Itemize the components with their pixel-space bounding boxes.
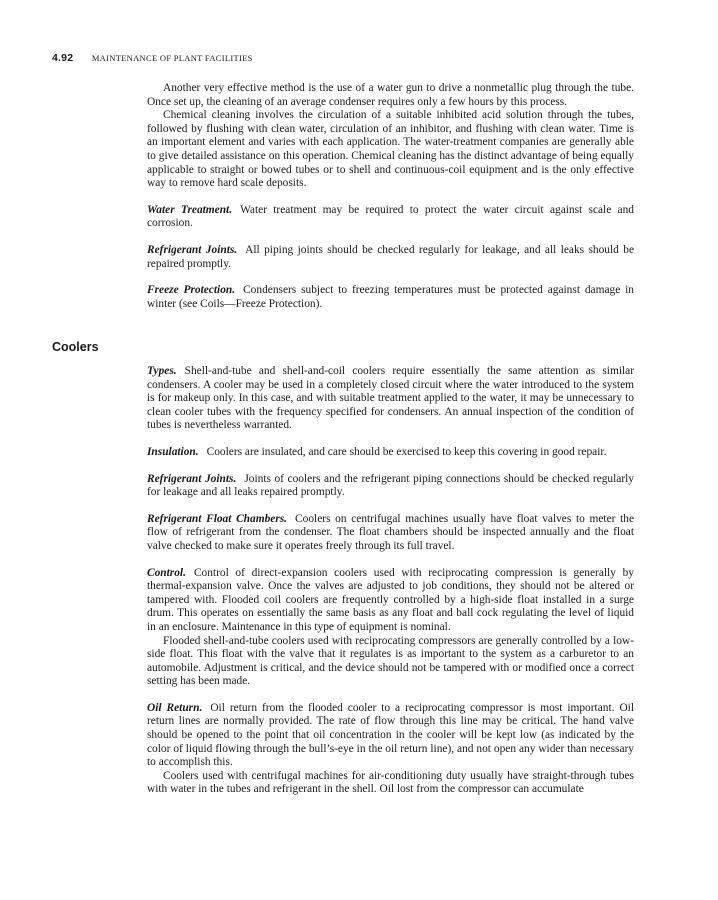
run-in-head: Control. — [147, 566, 186, 579]
paragraph-text: Control of direct-expansion coolers used with reciprocating compression is generally by thermal-expansion valve. Once the valves are adjusted to job conditions, they should not be altered or tampered with. Flooded coil coolers are frequently controlled by a high-side float installed in a surge drum. This operates on essentially the same basis as any float and ball cock regulating the level of liquid in an enclosure. Maintenance in this type of equipment is nominal. — [147, 566, 634, 633]
run-in-head: Refrigerant Float Chambers. — [147, 512, 288, 525]
run-in-head: Refrigerant Joints. — [147, 243, 238, 256]
paragraph-text: Shell-and-tube and shell-and-coil coolers require essentially the same attention as similar condensers. A cooler may be used in a completely closed circuit where the water introduced to the system is for makeup only. In this case, and with suitable treatment applied to the water, it may be unnecessary to clean cooler tubes with the frequency specified for condensers. An annual inspection of the condition of tubes is nevertheless warranted. — [147, 365, 634, 432]
paragraph-text: Oil return from the flooded cooler to a reciprocating compressor is most important. Oil return lines are normally provided. The rate of flow through this line may be critical. The hand valve should be opened to the point that oil concentration in the cooler will be kept low (as indicated by the color of liquid flowing through the bull’s-eye in the oil return line), and not open any wider than necessary to accomplish this. — [147, 701, 635, 769]
paragraph-control-low-side: Flooded shell-and-tube coolers used with reciprocating compressors are generally controlled by a low-side float. This float with the valve that it regulates is as important to the system as a carburetor to an automobile. Adjustment is critical, and the device should not be tampered with or modified once a correct setting has been made. — [147, 634, 634, 688]
paragraph-text: Joints of coolers and the refrigerant piping connections should be checked regularly for leakage and all leaks repaired promptly. — [147, 472, 635, 499]
paragraph-chemical-cleaning: Chemical cleaning involves the circulation of a suitable inhibited acid solution through the tubes, followed by flushing with clean water, circulation of an inhibitor, and flushing with clean water. Time is an important element and varies with each application. The water-treatment companies are generally able to give detailed assistance on this operation. Chemical cleaning has the distinct advantage of being equally applicable to straight or bowed tubes or to shell and continuous-coil equipment and is the only effective way to remove hard scale deposits. — [147, 109, 634, 190]
run-in-head: Water Treatment. — [147, 203, 233, 216]
top-text-block — [147, 82, 634, 311]
paragraph-text: All piping joints should be checked regularly for leakage, and all leaks should be repaired promptly. — [147, 243, 635, 270]
paragraph-text: Condensers subject to freezing temperatures must be protected against damage in winter (see Coils—Freeze Protection). — [147, 284, 634, 310]
run-in-head: Types. — [147, 365, 177, 377]
paragraph-insulation — [147, 446, 634, 460]
section-title-coolers: Coolers — [52, 340, 99, 354]
paragraph-text: Coolers on centrifugal machines usually have float valves to meter the flow of refrigerant from the condenser. The float chambers should be inspected annually and the float valve checked to make sure it operates freely through its full travel. — [147, 512, 635, 552]
paragraph-oil-centrifugal: Coolers used with centrifugal machines for air-conditioning duty usually have straight-through tubes with water in the tubes and refrigerant in the shell. Oil lost from the compressor can accumulate — [147, 769, 634, 796]
run-in-head: Oil Return. — [147, 701, 203, 714]
paragraph-text: Coolers are insulated, and care should be exercised to keep this covering in good repair. — [206, 445, 607, 458]
paragraph-water-treatment — [147, 204, 634, 231]
paragraph-control — [147, 567, 634, 635]
run-in-head: Freeze Protection. — [147, 284, 236, 297]
run-in-head: Insulation. — [147, 445, 199, 458]
run-in-head: Refrigerant Joints. — [147, 472, 237, 485]
paragraph-types — [147, 365, 634, 433]
paragraph-cooler-joints — [147, 473, 634, 500]
paragraph-water-gun: Another very effective method is the use of a water gun to drive a nonmetallic plug through the tube. Once set up, the cleaning of an average condenser requires only a few hours by this process. — [147, 82, 634, 108]
running-title: MAINTENANCE OF PLANT FACILITIES — [91, 53, 253, 63]
paragraph-float-chambers — [147, 513, 634, 554]
paragraph-refrigerant-joints — [147, 244, 634, 271]
paragraph-text: Water treatment may be required to protect the water circuit against scale and corrosion. — [147, 203, 635, 230]
paragraph-freeze-protection — [147, 284, 634, 311]
page-number: 4.92 — [52, 52, 74, 64]
coolers-text-block — [147, 365, 634, 797]
paragraph-oil-return — [147, 702, 634, 770]
running-header — [52, 52, 652, 66]
